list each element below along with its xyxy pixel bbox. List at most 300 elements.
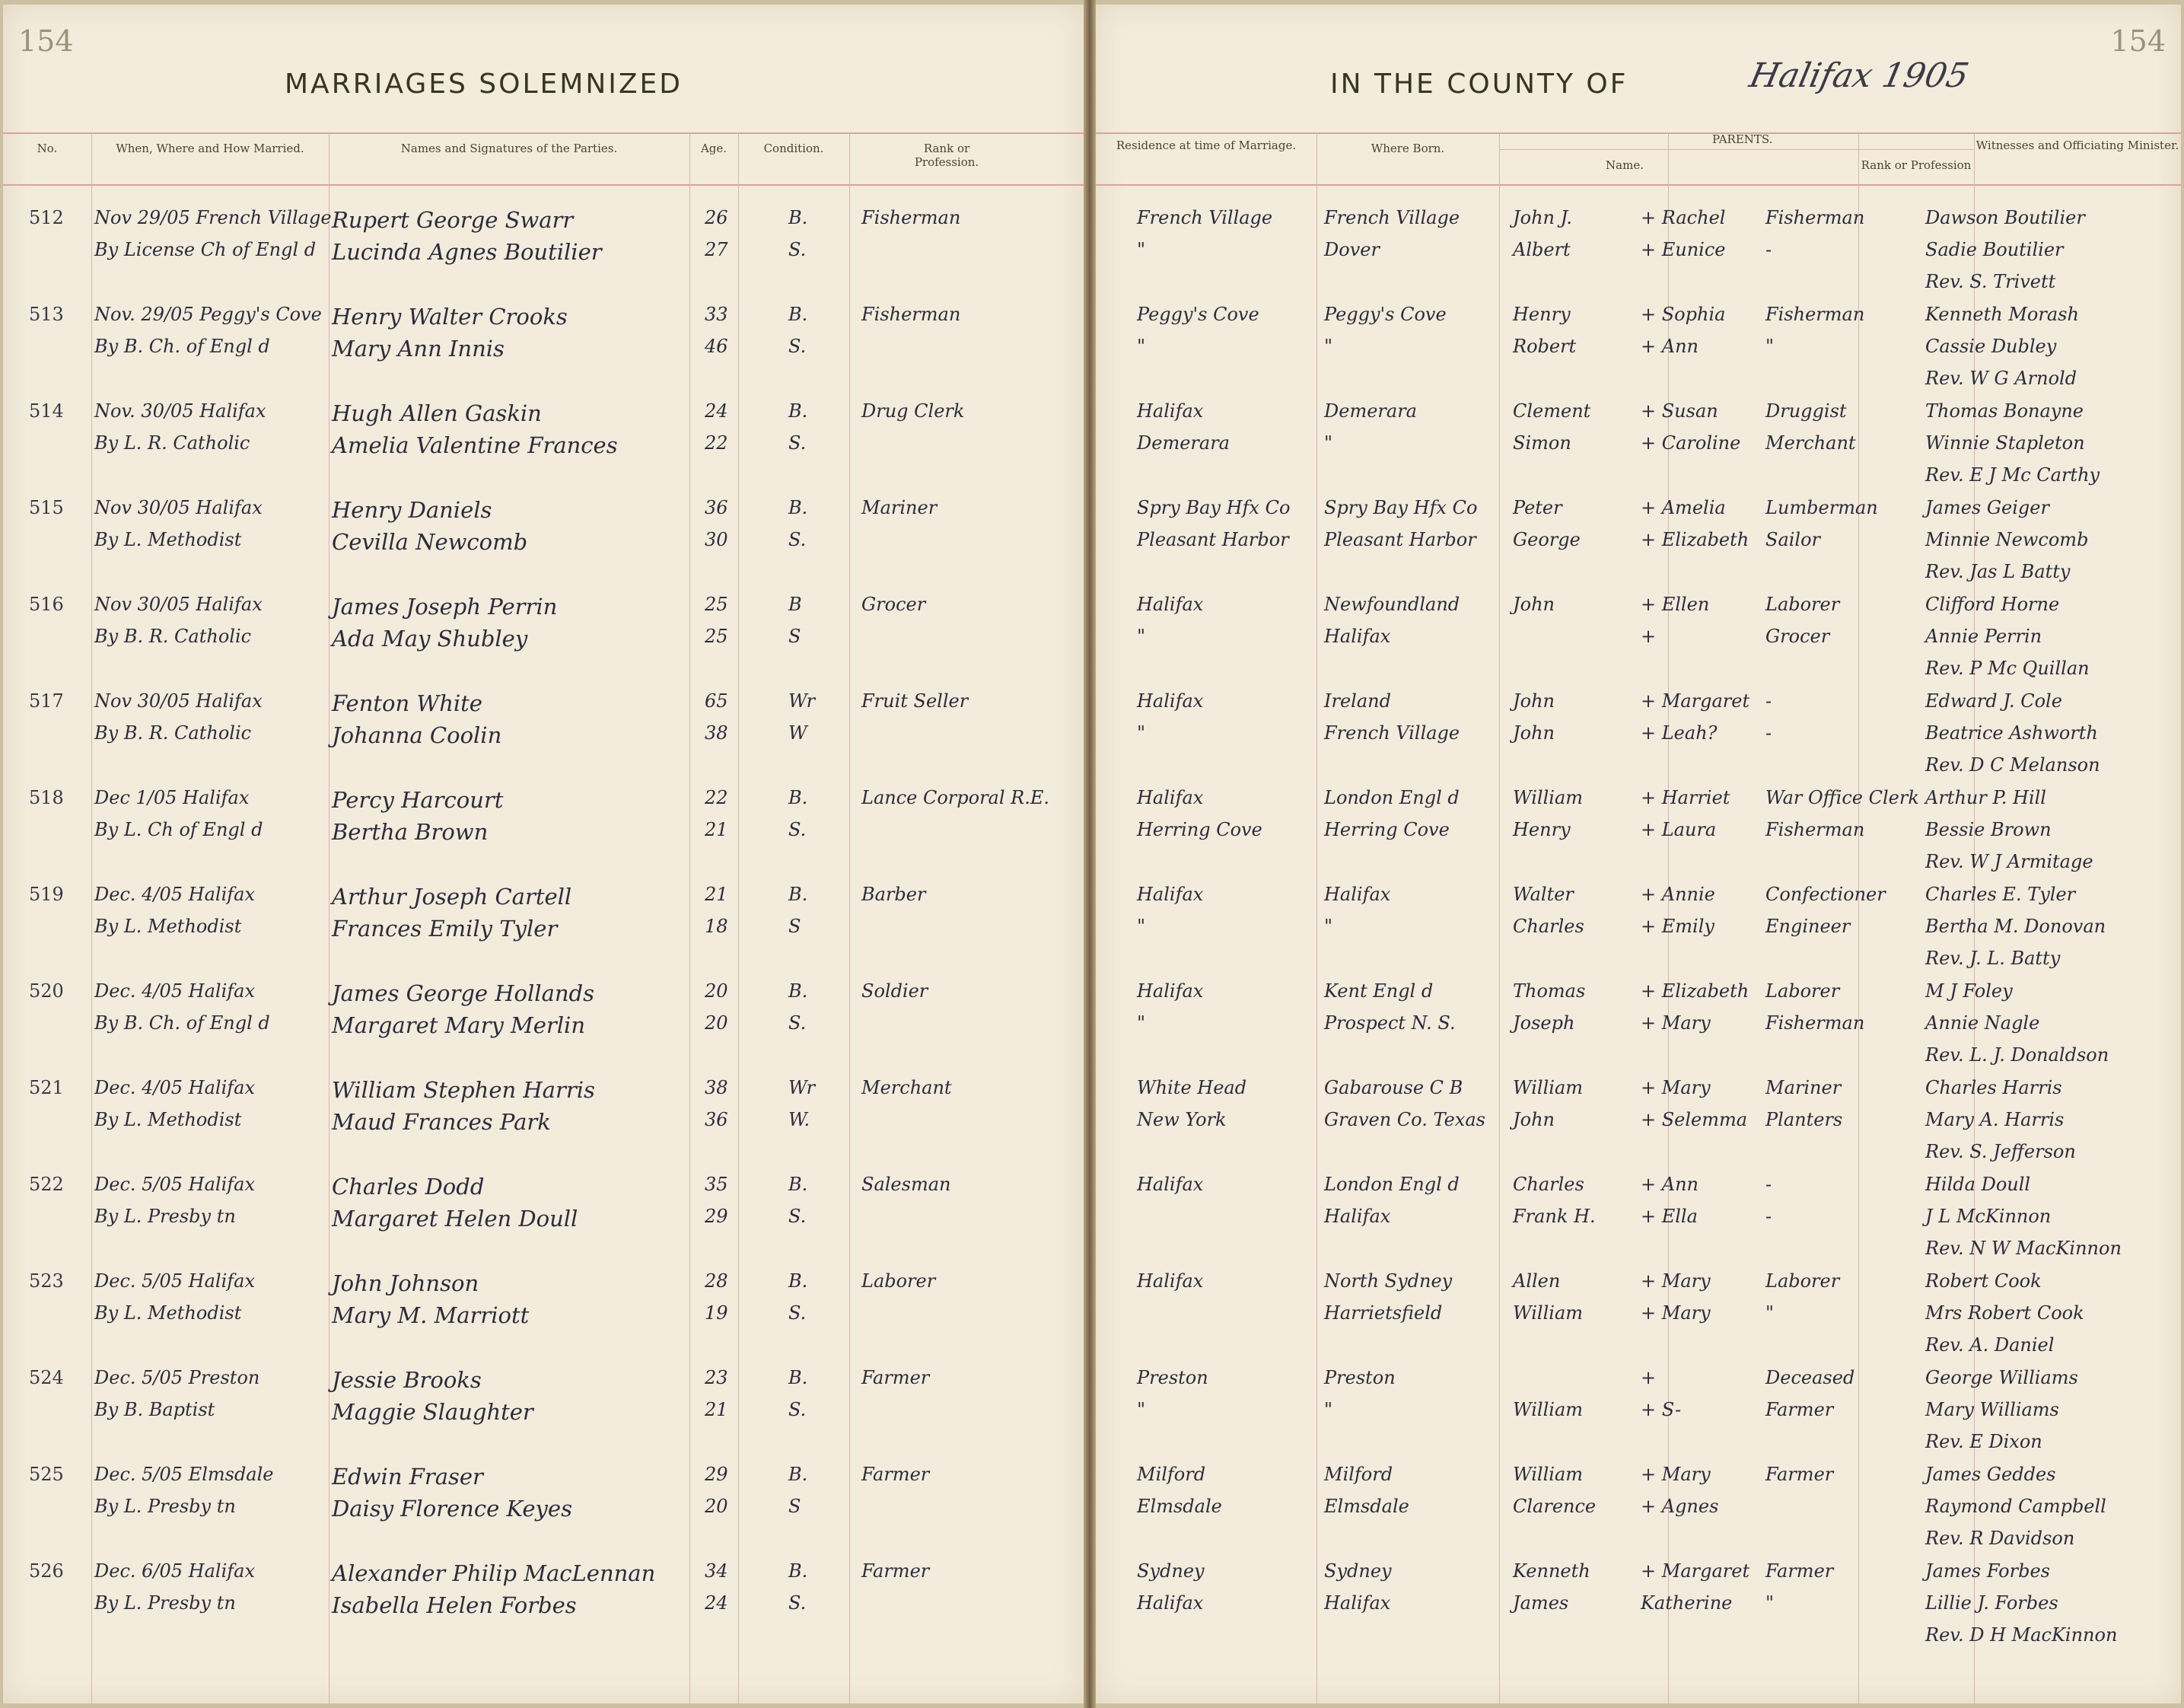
bride-birthplace: French Village: [1324, 722, 1460, 744]
how-married: By B. Ch. of Engl d: [94, 1012, 270, 1034]
groom-father: William: [1513, 1464, 1584, 1485]
bride-name: Cevilla Newcomb: [332, 529, 528, 555]
officiating-minister: Rev. W J Armitage: [1925, 851, 2093, 872]
bride-age: 25: [705, 626, 728, 647]
when-married: Dec. 5/05 Halifax: [94, 1174, 255, 1195]
bride-condition: S.: [788, 1592, 807, 1614]
officiating-minister: Rev. L. J. Donaldson: [1925, 1044, 2109, 1066]
officiating-minister: Rev. Jas L Batty: [1925, 561, 2071, 582]
groom-birthplace: North Sydney: [1324, 1270, 1453, 1292]
bride-condition: S.: [788, 529, 807, 550]
how-married: By B. R. Catholic: [94, 626, 252, 647]
witness-2: Mrs Robert Cook: [1925, 1302, 2084, 1324]
record-number: 518: [29, 787, 64, 808]
groom-parent-rank: Druggist: [1765, 400, 1847, 422]
bride-condition: S.: [788, 819, 807, 840]
how-married: By L. Ch of Engl d: [94, 819, 263, 840]
groom-condition: B.: [788, 1270, 808, 1292]
record-number: 520: [29, 980, 64, 1002]
groom-rank: Fisherman: [861, 207, 961, 228]
groom-condition: B.: [788, 1464, 808, 1485]
groom-name: Rupert George Swarr: [332, 207, 574, 233]
groom-birthplace: Demerara: [1324, 400, 1417, 422]
groom-father: Allen: [1513, 1270, 1561, 1292]
bride-age: 20: [705, 1496, 728, 1517]
groom-birthplace: London Engl d: [1324, 787, 1460, 808]
bride-name: Margaret Helen Doull: [332, 1206, 578, 1232]
bride-age: 30: [705, 529, 728, 550]
bride-condition: W: [788, 722, 807, 744]
bride-residence: Demerara: [1137, 432, 1230, 454]
groom-parent-rank: Fisherman: [1765, 304, 1865, 325]
witness-2: J L McKinnon: [1925, 1206, 2052, 1227]
groom-father: Henry: [1513, 304, 1571, 325]
bride-birthplace: Pleasant Harbor: [1324, 529, 1476, 550]
how-married: By L. Presby tn: [94, 1496, 236, 1517]
when-married: Nov 30/05 Halifax: [94, 690, 263, 712]
groom-residence: Preston: [1137, 1367, 1208, 1388]
groom-mother: + Sophia: [1641, 304, 1726, 325]
witness-1: Charles E. Tyler: [1925, 884, 2076, 905]
groom-condition: B: [788, 594, 802, 615]
groom-age: 33: [705, 304, 728, 325]
witness-2: Annie Nagle: [1925, 1012, 2040, 1034]
bride-parent-rank: -: [1765, 239, 1772, 260]
groom-condition: Wr: [788, 1077, 816, 1098]
officiating-minister: Rev. E Dixon: [1925, 1431, 2042, 1452]
groom-mother: + Margaret: [1641, 690, 1750, 712]
bride-condition: S.: [788, 432, 807, 454]
groom-age: 34: [705, 1560, 728, 1582]
how-married: By L. Methodist: [94, 529, 242, 550]
bride-condition: S.: [788, 1206, 807, 1227]
how-married: By L. Presby tn: [94, 1206, 236, 1227]
officiating-minister: Rev. N W MacKinnon: [1925, 1238, 2122, 1259]
witness-2: Winnie Stapleton: [1925, 432, 2085, 454]
groom-name: Edwin Fraser: [332, 1464, 483, 1490]
groom-age: 28: [705, 1270, 728, 1292]
officiating-minister: Rev. D H MacKinnon: [1925, 1624, 2118, 1646]
bride-age: 46: [705, 336, 728, 357]
groom-mother: + Ellen: [1641, 594, 1710, 615]
how-married: By L. Methodist: [94, 916, 242, 937]
bride-condition: S: [788, 916, 801, 937]
groom-condition: B.: [788, 1560, 808, 1582]
groom-mother: + Mary: [1641, 1077, 1711, 1098]
bride-residence: ": [1137, 626, 1146, 647]
groom-name: James George Hollands: [332, 980, 594, 1006]
groom-age: 22: [705, 787, 728, 808]
column-divider: [849, 132, 850, 1703]
groom-residence: Halifax: [1137, 1174, 1204, 1195]
bride-name: Bertha Brown: [332, 819, 489, 845]
bride-name: Amelia Valentine Frances: [332, 432, 618, 458]
bride-mother: + Laura: [1641, 819, 1717, 840]
groom-residence: Milford: [1137, 1464, 1206, 1485]
groom-rank: Farmer: [861, 1464, 930, 1485]
groom-parent-rank: -: [1765, 690, 1772, 712]
how-married: By License Ch of Engl d: [94, 239, 317, 260]
groom-residence: Halifax: [1137, 594, 1204, 615]
groom-name: John Johnson: [332, 1270, 479, 1296]
groom-mother: + Harriet: [1641, 787, 1730, 808]
record-number: 524: [29, 1367, 64, 1388]
groom-father: Peter: [1513, 497, 1562, 518]
groom-residence: Spry Bay Hfx Co: [1137, 497, 1291, 518]
how-married: By L. Methodist: [94, 1302, 242, 1324]
bride-residence: Herring Cove: [1137, 819, 1262, 840]
header-names: Names and Signatures of the Parties.: [400, 142, 618, 155]
groom-name: Alexander Philip MacLennan: [332, 1560, 656, 1586]
header-parent-rank: Rank or Profession: [1861, 158, 1972, 172]
groom-mother: +: [1641, 1367, 1657, 1388]
groom-name: James Joseph Perrin: [332, 594, 558, 620]
groom-age: 23: [705, 1367, 728, 1388]
groom-name: Percy Harcourt: [332, 787, 504, 813]
groom-birthplace: Kent Engl d: [1324, 980, 1434, 1002]
bride-residence: Halifax: [1137, 1592, 1204, 1614]
groom-mother: + Rachel: [1641, 207, 1726, 228]
when-married: Dec 1/05 Halifax: [94, 787, 250, 808]
witness-1: James Geddes: [1925, 1464, 2056, 1485]
witness-1: Clifford Horne: [1925, 594, 2060, 615]
bride-parent-rank: ": [1765, 1302, 1775, 1324]
officiating-minister: Rev. A. Daniel: [1925, 1334, 2055, 1356]
groom-father: William: [1513, 1077, 1584, 1098]
groom-rank: Laborer: [861, 1270, 936, 1292]
officiating-minister: Rev. J. L. Batty: [1925, 948, 2061, 969]
officiating-minister: Rev. W G Arnold: [1925, 368, 2077, 389]
bride-name: Lucinda Agnes Boutilier: [332, 239, 602, 265]
how-married: By L. R. Catholic: [94, 432, 250, 454]
groom-mother: + Mary: [1641, 1464, 1711, 1485]
record-number: 517: [29, 690, 64, 712]
witness-1: George Williams: [1925, 1367, 2078, 1388]
bride-condition: S.: [788, 1012, 807, 1034]
bride-father: Clarence: [1513, 1496, 1597, 1517]
bride-mother: + Mary: [1641, 1302, 1711, 1324]
bride-age: 21: [705, 1399, 728, 1420]
groom-name: Charles Dodd: [332, 1174, 485, 1200]
bride-mother: + Leah?: [1641, 722, 1718, 744]
when-married: Dec. 6/05 Halifax: [94, 1560, 255, 1582]
bride-birthplace: ": [1324, 432, 1333, 454]
groom-parent-rank: Lumberman: [1765, 497, 1878, 518]
officiating-minister: Rev. S. Jefferson: [1925, 1141, 2076, 1162]
groom-condition: B.: [788, 207, 808, 228]
bride-father: William: [1513, 1302, 1584, 1324]
bride-birthplace: ": [1324, 916, 1333, 937]
witness-2: Lillie J. Forbes: [1925, 1592, 2058, 1614]
right-page: [1096, 5, 2181, 1703]
groom-condition: B.: [788, 1174, 808, 1195]
header-rule-bottom: [3, 184, 1084, 186]
bride-mother: + Mary: [1641, 1012, 1711, 1034]
groom-mother: + Annie: [1641, 884, 1715, 905]
parents-rule: [1499, 149, 1974, 150]
witness-2: Mary Williams: [1925, 1399, 2059, 1420]
bride-age: 22: [705, 432, 728, 454]
left-page-number: 154: [18, 24, 74, 58]
bride-parent-rank: Farmer: [1765, 1399, 1834, 1420]
bride-father: Robert: [1513, 336, 1577, 357]
bride-name: Daisy Florence Keyes: [332, 1496, 572, 1522]
header-no: No.: [37, 142, 58, 155]
bride-name: Margaret Mary Merlin: [332, 1012, 585, 1038]
groom-rank: Merchant: [861, 1077, 952, 1098]
bride-father: George: [1513, 529, 1581, 550]
bride-birthplace: Elmsdale: [1324, 1496, 1409, 1517]
bride-father: Charles: [1513, 916, 1584, 937]
when-married: Dec. 4/05 Halifax: [94, 980, 255, 1002]
bride-age: 27: [705, 239, 728, 260]
witness-2: Raymond Campbell: [1925, 1496, 2106, 1517]
groom-name: Arthur Joseph Cartell: [332, 884, 572, 910]
bride-residence: ": [1137, 1012, 1146, 1034]
witness-1: James Forbes: [1925, 1560, 2050, 1582]
groom-birthplace: Spry Bay Hfx Co: [1324, 497, 1478, 518]
bride-age: 21: [705, 819, 728, 840]
bride-mother: + S-: [1641, 1399, 1682, 1420]
groom-mother: + Margaret: [1641, 1560, 1750, 1582]
bride-mother: + Caroline: [1641, 432, 1741, 454]
bride-mother: + Agnes: [1641, 1496, 1719, 1517]
bride-parent-rank: Fisherman: [1765, 819, 1865, 840]
how-married: By B. Ch. of Engl d: [94, 336, 270, 357]
how-married: By B. R. Catholic: [94, 722, 252, 744]
bride-birthplace: Dover: [1324, 239, 1380, 260]
bride-mother: + Ann: [1641, 336, 1698, 357]
bride-condition: S: [788, 626, 801, 647]
header-condition: Condition.: [763, 142, 824, 155]
groom-father: William: [1513, 787, 1584, 808]
record-number: 525: [29, 1464, 64, 1485]
groom-parent-rank: Laborer: [1765, 1270, 1840, 1292]
groom-father: John J.: [1513, 207, 1572, 228]
bride-residence: Elmsdale: [1137, 1496, 1222, 1517]
when-married: Nov 30/05 Halifax: [94, 594, 263, 615]
witness-2: Annie Perrin: [1925, 626, 2042, 647]
groom-rank: Mariner: [861, 497, 938, 518]
witness-2: Minnie Newcomb: [1925, 529, 2089, 550]
bride-name: Mary Ann Innis: [332, 336, 505, 362]
bride-mother: +: [1641, 626, 1657, 647]
groom-rank: Grocer: [861, 594, 926, 615]
groom-father: Charles: [1513, 1174, 1584, 1195]
header-rule-top: [3, 132, 1084, 134]
bride-residence: New York: [1137, 1109, 1227, 1130]
bride-age: 38: [705, 722, 728, 744]
groom-age: 29: [705, 1464, 728, 1485]
groom-age: 36: [705, 497, 728, 518]
groom-parent-rank: Farmer: [1765, 1464, 1834, 1485]
groom-condition: B.: [788, 497, 808, 518]
bride-parent-rank: Planters: [1765, 1109, 1843, 1130]
groom-birthplace: London Engl d: [1324, 1174, 1460, 1195]
bride-residence: ": [1137, 239, 1146, 260]
column-divider: [738, 132, 739, 1703]
groom-name: William Stephen Harris: [332, 1077, 595, 1103]
groom-parent-rank: Confectioner: [1765, 884, 1886, 905]
header-when: When, Where and How Married.: [116, 142, 304, 155]
record-number: 516: [29, 594, 64, 615]
bride-parent-rank: Engineer: [1765, 916, 1851, 937]
witness-1: James Geiger: [1925, 497, 2049, 518]
left-page-title: MARRIAGES SOLEMNIZED: [285, 69, 683, 100]
bride-mother: + Eunice: [1641, 239, 1726, 260]
witness-1: Thomas Bonayne: [1925, 400, 2084, 422]
bride-age: 19: [705, 1302, 728, 1324]
groom-residence: Halifax: [1137, 690, 1204, 712]
bride-mother: + Selemma: [1641, 1109, 1748, 1130]
groom-name: Fenton White: [332, 690, 482, 716]
groom-condition: B.: [788, 787, 808, 808]
groom-rank: Farmer: [861, 1367, 930, 1388]
groom-rank: Fruit Seller: [861, 690, 969, 712]
record-number: 526: [29, 1560, 64, 1582]
groom-rank: Farmer: [861, 1560, 930, 1582]
groom-mother: + Susan: [1641, 400, 1718, 422]
witness-1: M J Foley: [1925, 980, 2013, 1002]
groom-birthplace: Newfoundland: [1324, 594, 1460, 615]
groom-residence: Halifax: [1137, 787, 1204, 808]
groom-parent-rank: Deceased: [1765, 1367, 1855, 1388]
column-divider: [329, 132, 330, 1703]
groom-rank: Salesman: [861, 1174, 951, 1195]
bride-mother: Katherine: [1641, 1592, 1733, 1614]
bride-residence: Pleasant Harbor: [1137, 529, 1289, 550]
column-divider: [689, 132, 690, 1703]
record-number: 523: [29, 1270, 64, 1292]
witness-1: Charles Harris: [1925, 1077, 2062, 1098]
record-number: 521: [29, 1077, 64, 1098]
bride-name: Frances Emily Tyler: [332, 916, 558, 942]
bride-birthplace: ": [1324, 1399, 1333, 1420]
groom-parent-rank: Laborer: [1765, 594, 1840, 615]
witness-2: Bertha M. Donovan: [1925, 916, 2106, 937]
groom-residence: Peggy's Cove: [1137, 304, 1259, 325]
groom-birthplace: French Village: [1324, 207, 1460, 228]
bride-age: 36: [705, 1109, 728, 1130]
bride-parent-rank: Fisherman: [1765, 1012, 1865, 1034]
header-parent-name: Name.: [1606, 158, 1644, 172]
groom-father: John: [1513, 594, 1555, 615]
bride-condition: S.: [788, 336, 807, 357]
bride-birthplace: Graven Co. Texas: [1324, 1109, 1485, 1130]
groom-parent-rank: Fisherman: [1765, 207, 1865, 228]
bride-father: John: [1513, 1109, 1555, 1130]
groom-age: 21: [705, 884, 728, 905]
groom-rank: Lance Corporal R.E.: [861, 787, 1050, 808]
witness-2: Beatrice Ashworth: [1925, 722, 2098, 744]
bride-residence: ": [1137, 1399, 1146, 1420]
groom-father: John: [1513, 690, 1555, 712]
bride-age: 29: [705, 1206, 728, 1227]
bride-father: John: [1513, 722, 1555, 744]
groom-residence: Halifax: [1137, 400, 1204, 422]
groom-birthplace: Sydney: [1324, 1560, 1392, 1582]
groom-father: Thomas: [1513, 980, 1586, 1002]
officiating-minister: Rev. D C Melanson: [1925, 754, 2100, 776]
groom-name: Hugh Allen Gaskin: [332, 400, 542, 426]
record-number: 512: [29, 207, 64, 228]
when-married: Nov 30/05 Halifax: [94, 497, 263, 518]
officiating-minister: Rev. E J Mc Carthy: [1925, 464, 2100, 486]
header-parents: PARENTS.: [1712, 132, 1773, 146]
witness-2: Cassie Dubley: [1925, 336, 2057, 357]
bride-birthplace: Prospect N. S.: [1324, 1012, 1456, 1034]
groom-residence: Halifax: [1137, 980, 1204, 1002]
groom-condition: B.: [788, 1367, 808, 1388]
when-married: Dec. 4/05 Halifax: [94, 884, 255, 905]
groom-residence: French Village: [1137, 207, 1273, 228]
groom-condition: Wr: [788, 690, 816, 712]
groom-parent-rank: -: [1765, 1174, 1772, 1195]
bride-name: Isabella Helen Forbes: [332, 1592, 577, 1618]
groom-name: Henry Daniels: [332, 497, 492, 523]
header-rule-top: [1096, 132, 2181, 134]
groom-age: 25: [705, 594, 728, 615]
when-married: Dec. 4/05 Halifax: [94, 1077, 255, 1098]
bride-birthplace: Halifax: [1324, 1206, 1391, 1227]
when-married: Nov. 29/05 Peggy's Cove: [94, 304, 322, 325]
witness-2: Mary A. Harris: [1925, 1109, 2065, 1130]
officiating-minister: Rev. R Davidson: [1925, 1528, 2075, 1549]
header-rank: Rank or Profession.: [914, 142, 979, 169]
groom-birthplace: Preston: [1324, 1367, 1396, 1388]
witness-1: Arthur P. Hill: [1925, 787, 2046, 808]
record-number: 522: [29, 1174, 64, 1195]
bride-parent-rank: Grocer: [1765, 626, 1830, 647]
bride-mother: + Emily: [1641, 916, 1714, 937]
groom-father: Kenneth: [1513, 1560, 1590, 1582]
groom-mother: + Mary: [1641, 1270, 1711, 1292]
groom-age: 65: [705, 690, 728, 712]
witness-1: Hilda Doull: [1925, 1174, 2031, 1195]
header-born: Where Born.: [1371, 142, 1445, 155]
bride-birthplace: Halifax: [1324, 1592, 1391, 1614]
groom-parent-rank: Mariner: [1765, 1077, 1842, 1098]
bride-father: Simon: [1513, 432, 1571, 454]
bride-age: 18: [705, 916, 728, 937]
groom-birthplace: Gabarouse C B: [1324, 1077, 1463, 1098]
record-number: 519: [29, 884, 64, 905]
groom-parent-rank: Farmer: [1765, 1560, 1834, 1582]
bride-parent-rank: -: [1765, 1206, 1772, 1227]
witness-1: Kenneth Morash: [1925, 304, 2079, 325]
bride-birthplace: Harrietsfield: [1324, 1302, 1443, 1324]
groom-mother: + Ann: [1641, 1174, 1698, 1195]
when-married: Dec. 5/05 Preston: [94, 1367, 260, 1388]
groom-rank: Soldier: [861, 980, 928, 1002]
bride-condition: S.: [788, 1399, 807, 1420]
groom-birthplace: Milford: [1324, 1464, 1393, 1485]
witness-2: Sadie Boutilier: [1925, 239, 2064, 260]
bride-parent-rank: Merchant: [1765, 432, 1856, 454]
groom-name: Jessie Brooks: [332, 1367, 482, 1393]
groom-parent-rank: Laborer: [1765, 980, 1840, 1002]
bride-father: James: [1513, 1592, 1569, 1614]
officiating-minister: Rev. P Mc Quillan: [1925, 658, 2090, 679]
groom-parent-rank: War Office Clerk: [1765, 787, 1919, 808]
how-married: By L. Presby tn: [94, 1592, 236, 1614]
bride-birthplace: ": [1324, 336, 1333, 357]
bride-father: Frank H.: [1513, 1206, 1596, 1227]
left-page: [3, 5, 1084, 1703]
bride-mother: + Ella: [1641, 1206, 1698, 1227]
groom-condition: B.: [788, 304, 808, 325]
right-page-title: IN THE COUNTY OF: [1330, 69, 1628, 100]
